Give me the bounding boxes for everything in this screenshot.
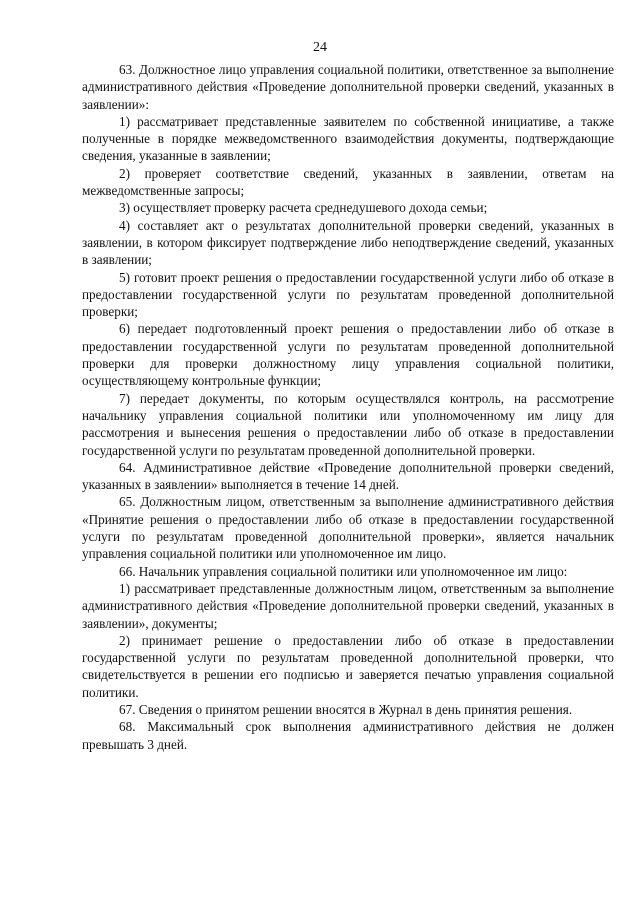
paragraph-63: 63. Должностное лицо управления социальной политики, ответственное за выполнение административного действия «Проведение дополнительной проверки сведений, указанных в заявлении»: <box>82 62 614 112</box>
paragraph-63-item-6: 6) передает подготовленный проект решения о предоставлении либо об отказе в предоставлении государственной услуги по результатам проведенной дополнительной проверки для проверки должностному лицу управления социальной политики, осуществляющему контрольные функции; <box>82 321 614 389</box>
paragraph-66: 66. Начальник управления социальной политики или уполномоченное им лицо: <box>119 563 568 579</box>
paragraph-64: 64. Административное действие «Проведение дополнительной проверки сведений, указанных в заявлении» выполняется в течение 14 дней. <box>82 459 614 493</box>
paragraph-63-item-3: 3) осуществляет проверку расчета среднедушевого дохода семьи; <box>119 200 488 216</box>
paragraph-63-item-7: 7) передает документы, по которым осуществлялся контроль, на рассмотрение начальнику управления социальной политики или уполномоченному им лицу для рассмотрения и вынесения решения о предоставлении либо об отказе в предоставлении государственной услуги по результатам проведенной дополнительной проверки. <box>82 390 614 458</box>
page-number: 24 <box>313 40 327 55</box>
paragraph-65: 65. Должностным лицом, ответственным за выполнение административного действия «Принятие решения о предоставлении либо об отказе в предоставлении государственной услуги по результатам проведенной дополнительной проверки», является начальник управления социальной политики или уполномоченное им лицо. <box>82 494 614 562</box>
paragraph-68: 68. Максимальный срок выполнения административного действия не должен превышать 3 дней. <box>82 719 614 752</box>
paragraph-63-item-2: 2) проверяет соответствие сведений, указанных в заявлении, ответам на межведомственные запросы; <box>82 165 614 199</box>
paragraph-63-item-5: 5) готовит проект решения о предоставлении государственной услуги либо об отказе в предоставлении государственной услуги по результатам проведенной дополнительной проверки; <box>82 269 614 320</box>
paragraph-67: 67. Сведения о принятом решении вносятся в Журнал в день принятия решения. <box>119 701 573 717</box>
paragraph-63-item-4: 4) составляет акт о результатах дополнительной проверки сведений, указанных в заявлении, в котором фиксирует подтверждение либо неподтверждение сведений, указанных в заявлении; <box>82 217 614 268</box>
paragraph-66-item-1: 1) рассматривает представленные должностным лицом, ответственным за выполнение административного действия «Проведение дополнительной проверки сведений, указанных в заявлении», документы; <box>82 580 614 631</box>
paragraph-63-item-1: 1) рассматривает представленные заявителем по собственной инициативе, а также полученные в порядке межведомственного взаимодействия документы, подтверждающие сведения, указанные в заявлении; <box>82 113 614 164</box>
paragraph-66-item-2: 2) принимает решение о предоставлении либо об отказе в предоставлении государственной услуги по результатам проведенной дополнительной проверки, что свидетельствуется в решении его подписью и заверяется печатью управления социальной политики. <box>82 632 614 700</box>
document-body <box>82 61 614 753</box>
